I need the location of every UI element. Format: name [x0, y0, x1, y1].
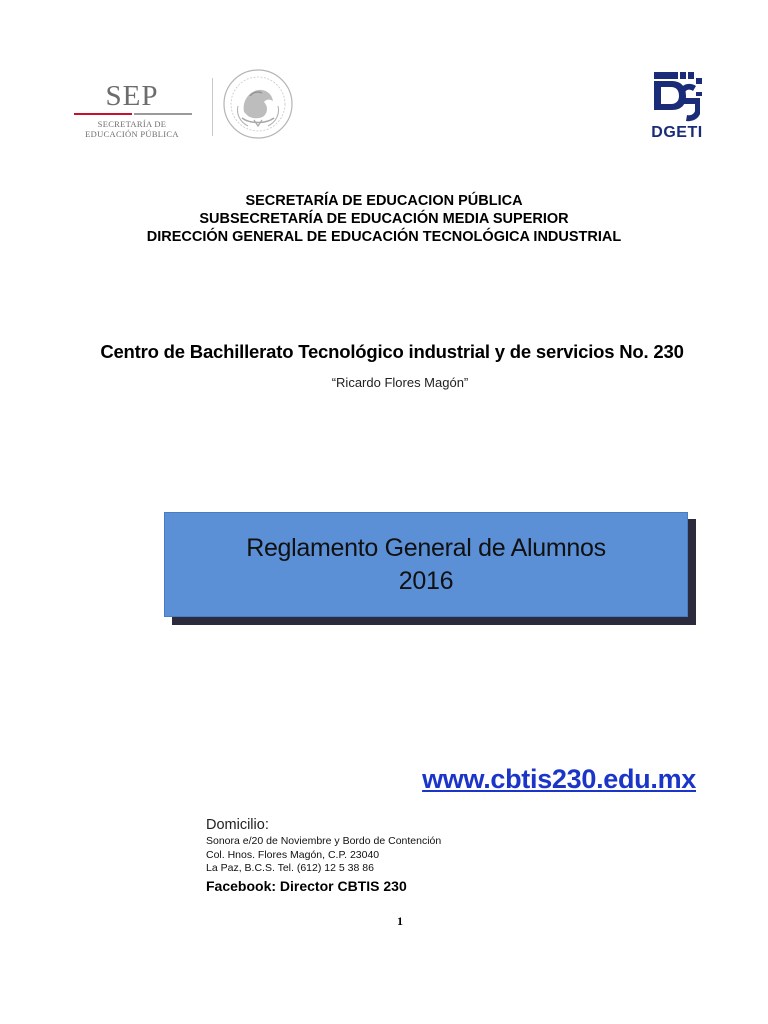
school-name: Centro de Bachillerato Tecnológico industrial y de servicios No. 230	[100, 341, 684, 362]
address-line-1: Sonora e/20 de Noviembre y Bordo de Contención	[206, 835, 442, 847]
address-line-3: La Paz, B.C.S. Tel. (612) 12 5 38 86	[206, 862, 374, 874]
address-line-2: Col. Hnos. Flores Magón, C.P. 23040	[206, 848, 380, 861]
sep-red-line	[74, 113, 132, 115]
sep-wordmark: SEP	[105, 80, 159, 112]
dgeti-wordmark: DGETI	[651, 124, 703, 141]
institution-line-2: SUBSECRETARÍA DE EDUCACIÓN MEDIA SUPERIOR	[199, 211, 569, 227]
sep-grey-line	[134, 113, 192, 115]
document-title: Reglamento General de Alumnos	[246, 533, 606, 562]
website-link[interactable]: www.cbtis230.edu.mx	[422, 764, 696, 794]
institution-line-1: SECRETARÍA DE EDUCACION PÚBLICA	[245, 193, 523, 209]
document-title-box	[164, 512, 688, 617]
sep-subtitle-line2: EDUCACIÓN PÚBLICA	[85, 129, 179, 139]
dgeti-logo-icon	[650, 70, 704, 124]
logo-divider	[212, 78, 213, 136]
mexican-coat-of-arms-icon	[220, 66, 296, 142]
institution-line-3: DIRECCIÓN GENERAL DE EDUCACIÓN TECNOLÓGICA INDUSTRIAL	[146, 229, 622, 245]
document-year: 2016	[398, 566, 454, 595]
page-number: 1	[397, 914, 403, 928]
facebook-contact: Facebook: Director CBTIS 230	[206, 877, 407, 894]
school-subtitle: “Ricardo Flores Magón”	[331, 375, 469, 390]
institution-heading	[0, 192, 768, 246]
address-label: Domicilio:	[206, 817, 269, 833]
address-block	[206, 817, 626, 894]
sep-subtitle-line1: SECRETARÍA DE	[97, 119, 167, 129]
sep-subtitle	[70, 119, 194, 139]
